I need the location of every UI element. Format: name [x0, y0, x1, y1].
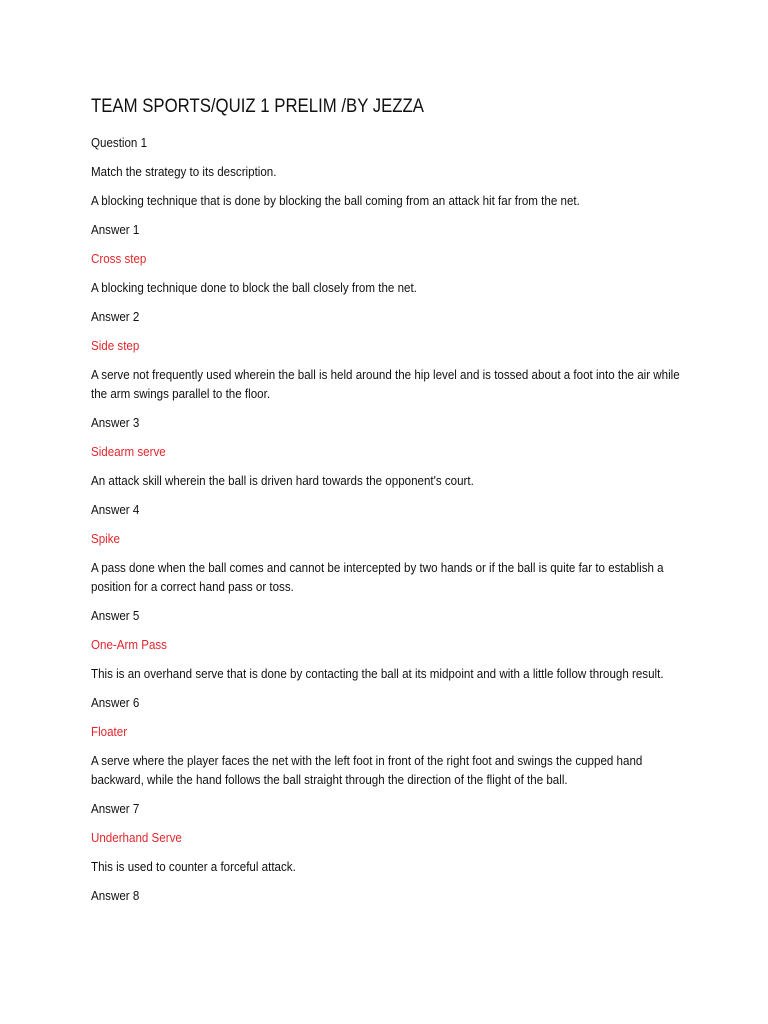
answer-label: Answer 2 [91, 310, 140, 324]
item-description: A serve not frequently used wherein the ball is held around the hip level and is tossed about a foot into the air while the arm swings parallel to the floor. [91, 368, 680, 401]
answer-label: Answer 8 [91, 889, 140, 903]
answer-label: Answer 3 [91, 416, 140, 430]
answer-label: Answer 1 [91, 223, 140, 237]
question-label: Question 1 [91, 136, 148, 150]
answer-label: Answer 4 [91, 503, 140, 517]
answer-text: Sidearm serve [91, 445, 166, 459]
answer-label: Answer 6 [91, 696, 140, 710]
answer-label: Answer 5 [91, 609, 140, 623]
item-description: This is an overhand serve that is done by contacting the ball at its midpoint and with a little follow through result. [91, 667, 664, 681]
answer-text: Floater [91, 725, 128, 739]
document-page [91, 93, 691, 916]
instruction-text: Match the strategy to its description. [91, 165, 277, 179]
answer-label: Answer 7 [91, 802, 140, 816]
answer-text: Spike [91, 532, 120, 546]
answer-text: One-Arm Pass [91, 638, 167, 652]
answer-text: Underhand Serve [91, 831, 182, 845]
item-description: An attack skill wherein the ball is driven hard towards the opponent's court. [91, 474, 474, 488]
document-title: TEAM SPORTS/QUIZ 1 PRELIM /BY JEZZA [91, 95, 424, 117]
answer-text: Cross step [91, 252, 147, 266]
item-description: A serve where the player faces the net with the left foot in front of the right foot and swings the cupped hand backward, while the hand follows the ball straight through the direction of the flight of the ball. [91, 754, 643, 787]
item-description: A blocking technique done to block the ball closely from the net. [91, 281, 417, 295]
item-description: A pass done when the ball comes and cannot be intercepted by two hands or if the ball is quite far to establish a position for a correct hand pass or toss. [91, 561, 664, 594]
answer-text: Side step [91, 339, 140, 353]
item-description: This is used to counter a forceful attack. [91, 860, 296, 874]
item-description: A blocking technique that is done by blocking the ball coming from an attack hit far from the net. [91, 194, 580, 208]
